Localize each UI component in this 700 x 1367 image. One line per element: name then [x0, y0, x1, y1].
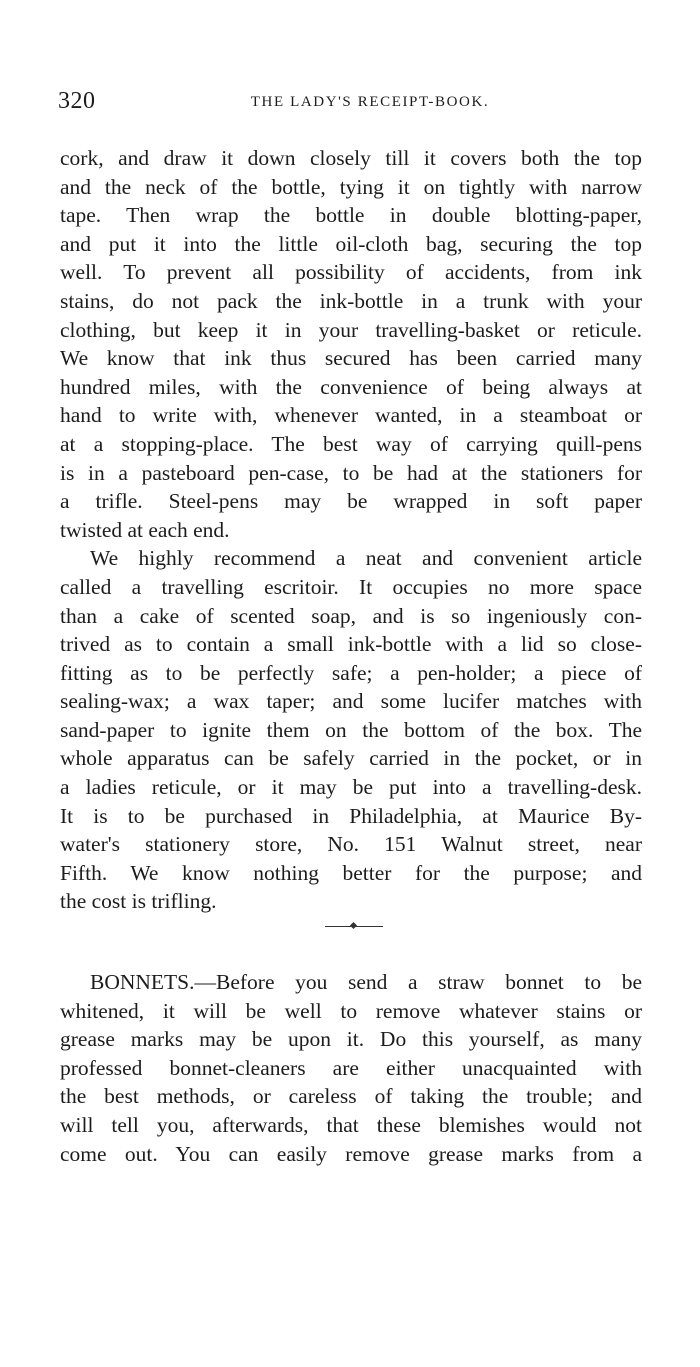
text-line: stains, do not pack the ink-bottle in a trunk with your	[60, 288, 642, 313]
text-line: grease marks may be upon it. Do this yourself, as many	[60, 1027, 642, 1052]
text-line: fitting as to be perfectly safe; a pen-holder; a piece of	[60, 660, 642, 685]
text-line: tape. Then wrap the bottle in double blotting-paper,	[60, 203, 642, 228]
text-line: the best methods, or careless of taking the trouble; and	[60, 1084, 642, 1109]
text-line: We know that ink thus secured has been carried many	[60, 346, 642, 371]
text-line: than a cake of scented soap, and is so ingeniously con-	[60, 603, 642, 628]
text-line: It is to be purchased in Philadelphia, at Maurice By-	[60, 803, 642, 828]
text-line: the cost is trifling.	[60, 889, 217, 914]
text-line: is in a pasteboard pen-case, to be had at the stationers for	[60, 460, 642, 485]
text-line: will tell you, afterwards, that these blemishes would not	[60, 1113, 642, 1137]
text-line: and put it into the little oil-cloth bag, securing the top	[60, 231, 642, 256]
running-title: THE LADY'S RECEIPT-BOOK.	[250, 94, 490, 110]
text-line: sand-paper to ignite them on the bottom of the box. The	[60, 717, 642, 742]
text-line: twisted at each end.	[60, 517, 230, 542]
text-line: and the neck of the bottle, tying it on tightly with narrow	[60, 174, 642, 199]
text-line: water's stationery store, No. 151 Walnut street, near	[60, 832, 642, 857]
text-line: cork, and draw it down closely till it covers both the top	[60, 146, 642, 170]
text-line: professed bonnet-cleaners are either unacquainted with	[60, 1055, 642, 1080]
text-line: sealing-wax; a wax taper; and some lucifer matches with	[60, 689, 642, 714]
text-line: called a travelling escritoir. It occupies no more space	[60, 574, 642, 599]
paragraph-ink-bottle	[60, 144, 642, 544]
text-line: BONNETS.—Before you send a straw bonnet to be	[90, 970, 642, 995]
text-line: a ladies reticule, or it may be put into a travelling-desk.	[60, 775, 642, 800]
section-divider	[60, 916, 642, 968]
text-line: at a stopping-place. The best way of carrying quill-pens	[60, 431, 642, 456]
ornament-rule	[325, 920, 383, 934]
text-line: hundred miles, with the convenience of being always at	[60, 374, 642, 399]
text-line: We highly recommend a neat and convenient article	[90, 546, 642, 571]
text-line: come out. You can easily remove grease marks from a	[60, 1141, 642, 1166]
text-line: hand to write with, whenever wanted, in a steamboat or	[60, 403, 642, 428]
text-line: trived as to contain a small ink-bottle with a lid so close-	[60, 632, 642, 657]
page-number: 320	[58, 88, 96, 114]
text-line: well. To prevent all possibility of accidents, from ink	[60, 260, 642, 285]
text-line: clothing, but keep it in your travelling-basket or reticule.	[60, 317, 642, 342]
text-line: Fifth. We know nothing better for the purpose; and	[60, 860, 642, 885]
page-header	[58, 88, 642, 118]
text-line: a trifle. Steel-pens may be wrapped in soft paper	[60, 489, 642, 514]
text-line: whitened, it will be well to remove whatever stains or	[60, 998, 642, 1023]
body-text	[60, 144, 642, 1168]
paragraph-escritoir	[60, 544, 642, 916]
text-line: whole apparatus can be safely carried in the pocket, or in	[60, 746, 642, 771]
paragraph-bonnets	[60, 968, 642, 1168]
